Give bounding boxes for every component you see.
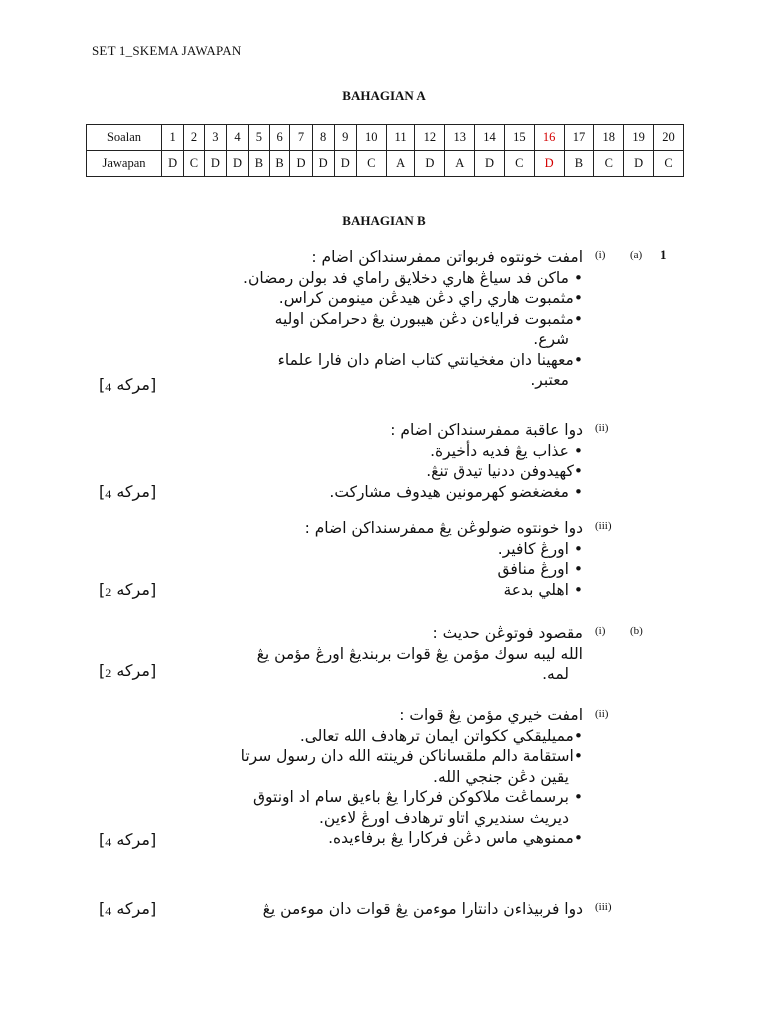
answer-line: • ماكن فد سياڠ هاري دخلايق راماي فد بولن رمضان. [243, 268, 583, 287]
answer-table [86, 124, 684, 177]
question-number-cell: 18 [594, 125, 624, 151]
answer-line: •مميليقكي ككواتن ايمان ترهادف الله تعالى. [299, 726, 583, 745]
answer-heading: امفت خيري مؤمن يڠ قوات : [399, 706, 583, 724]
answer-cell: D [415, 151, 445, 177]
answer-cell: D [162, 151, 184, 177]
question-number-cell: 13 [445, 125, 475, 151]
answer-line: • اهلي بدعة [503, 580, 583, 599]
question-number-cell: 9 [334, 125, 356, 151]
mark-word: مركه [116, 482, 150, 501]
mark-value: 4 [105, 904, 112, 918]
roman-label: (i) [595, 249, 606, 261]
answer-cell: B [564, 151, 594, 177]
answer-line: الله ليبه سوك مؤمن يڠ قوات بربنديڠ اورڠ مؤمن يڠ [256, 644, 583, 663]
question-number-cell: 15 [504, 125, 534, 151]
answer-cell: D [624, 151, 654, 177]
answer-block-a-ii [183, 420, 583, 502]
section-a-title: BAHAGIAN A [342, 88, 426, 103]
question-number-cell: 1 [162, 125, 184, 151]
question-number-cell: 20 [653, 125, 683, 151]
mark-value: 2 [105, 666, 112, 680]
answer-block-b-iii [183, 899, 583, 920]
answer-heading: دوا فربيذاءن دانتارا موءمن يڠ قوات دان موءمن يڠ [262, 900, 583, 918]
question-number-cell: 3 [204, 125, 226, 151]
answer-cell: D [290, 151, 312, 177]
answer-block-a-iii [183, 518, 583, 600]
mark-word: مركه [116, 830, 150, 849]
answer-cell: B [269, 151, 290, 177]
answer-cell: A [386, 151, 415, 177]
answer-cell: C [504, 151, 534, 177]
answer-line: لمه. [542, 665, 569, 683]
question-number-cell: 11 [386, 125, 415, 151]
answer-line: • برسماڠت ملاكوكن فركارا يڠ باءيق سام اد اونتوق [253, 788, 583, 806]
marks-a-iii: [ مركه $_2$ ] [99, 580, 157, 599]
answer-cell: D [226, 151, 248, 177]
answer-line: • عذاب يڠ فديه دأخيرة. [430, 441, 583, 460]
marks-a-ii: [ مركه $_4$ ] [99, 482, 157, 501]
mark-word: مركه [116, 375, 150, 394]
question-row [87, 125, 684, 151]
roman-label: (i) [595, 625, 606, 637]
question-number-cell: 4 [226, 125, 248, 151]
mark-value: 4 [105, 487, 112, 501]
answer-line: •كهيدوفن ددنيا تيدق تنڠ. [426, 462, 583, 480]
answer-row-label: Jawapan [87, 151, 162, 177]
question-number-cell: 14 [475, 125, 505, 151]
marks-b-iii: [ مركه $_4$ ] [99, 899, 157, 918]
answer-heading: دوا عاقبة ممفرسنداكن اضام : [390, 421, 583, 439]
answer-line: •استقامة دالم ملقساناكن فرينته الله دان رسول سرتا [240, 747, 583, 765]
question-number-cell: 8 [312, 125, 334, 151]
mark-value: 4 [105, 380, 112, 394]
answer-heading: امفت خونتوه فربواتن ممفرسنداكن اضام : [311, 248, 583, 266]
mark-word: مركه [116, 899, 150, 918]
answer-line: معتبر. [530, 371, 569, 389]
question-number-cell: 16 [534, 125, 564, 151]
answer-block-b-i [183, 623, 583, 685]
question-number-cell: 6 [269, 125, 290, 151]
roman-label: (iii) [595, 520, 612, 532]
answer-line: •مثمبوت هاري راي دڠن هيدڠن مينومن كراس. [278, 289, 583, 307]
roman-label: (ii) [595, 422, 609, 434]
answer-heading: دوا خونتوه ضولوڠن يڠ ممفرسنداكن اضام : [304, 519, 583, 537]
answer-line: يقين دڠن جنجي الله. [433, 767, 569, 786]
part-label-b: (b) [630, 625, 643, 637]
marks-a-i: [ مركه $_4$ ] [99, 375, 157, 394]
answer-row [87, 151, 684, 177]
section-b-title: BAHAGIAN B [342, 213, 426, 228]
roman-label: (iii) [595, 901, 612, 913]
answer-cell: B [249, 151, 270, 177]
question-number: 1 [660, 247, 667, 262]
document-header: SET 1_SKEMA JAWAPAN [92, 43, 242, 58]
mark-word: مركه [116, 661, 150, 680]
roman-label: (ii) [595, 708, 609, 720]
answer-cell: C [356, 151, 386, 177]
answer-line: • اورڠ منافق [497, 560, 583, 578]
question-number-cell: 17 [564, 125, 594, 151]
answer-line: •ممنوهي ماس دڠن فركارا يڠ برفاءيده. [328, 829, 583, 847]
mark-word: مركه [116, 580, 150, 599]
answer-line: •مثمبوت فراياءن دڠن هيبورن يڠ دحرامكن اوليه [274, 309, 583, 328]
answer-cell: D [534, 151, 564, 177]
answer-cell: D [312, 151, 334, 177]
answer-block-b-ii [173, 705, 583, 849]
answer-line: ديريث سنديري اتاو ترهادف اورڠ لاءين. [319, 808, 569, 827]
question-number-cell: 12 [415, 125, 445, 151]
answer-cell: C [594, 151, 624, 177]
answer-cell: C [653, 151, 683, 177]
answer-line: •معهينا دان مغخيانتي كتاب اضام دان فارا علماء [277, 350, 583, 369]
answer-cell: D [475, 151, 505, 177]
answer-cell: A [445, 151, 475, 177]
answer-line: • مغضغضو كهرمونين هيدوف مشاركت. [329, 482, 583, 501]
question-row-label: Soalan [87, 125, 162, 151]
mark-value: 2 [105, 585, 112, 599]
answer-line: شرع. [533, 330, 569, 348]
part-label-a: (a) [630, 249, 643, 261]
question-number-cell: 5 [249, 125, 270, 151]
marks-b-ii: [ مركه $_4$ ] [99, 830, 157, 849]
question-number-cell: 2 [184, 125, 205, 151]
answer-cell: D [334, 151, 356, 177]
question-number-cell: 7 [290, 125, 312, 151]
mark-value: 4 [105, 835, 112, 849]
answer-block-a-i [183, 247, 583, 391]
answer-heading: مقصود فوتوڠن حديث : [432, 624, 583, 642]
answer-line: • اورڠ كافير. [497, 539, 583, 558]
answer-cell: C [184, 151, 205, 177]
question-number-cell: 19 [624, 125, 654, 151]
question-number-cell: 10 [356, 125, 386, 151]
marks-b-i: [ مركه $_2$ ] [99, 661, 157, 680]
answer-cell: D [204, 151, 226, 177]
